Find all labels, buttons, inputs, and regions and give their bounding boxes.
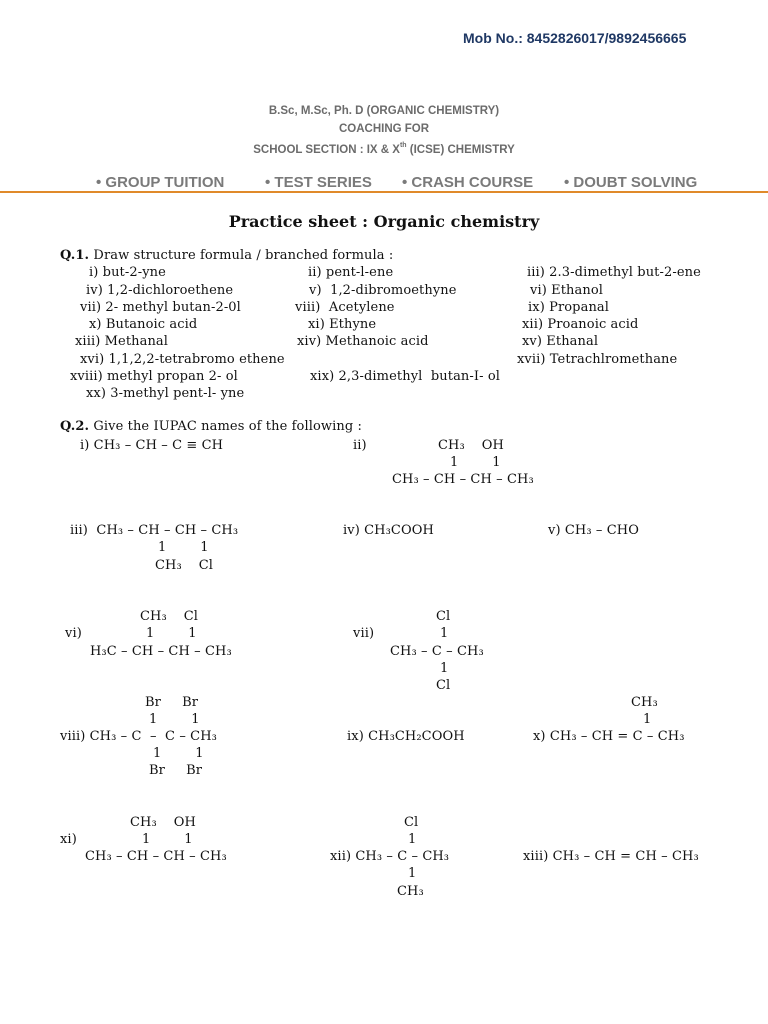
q2-label-vi: vi) [65,626,82,641]
service-test-series: • TEST SERIES [265,174,372,191]
service-group-tuition: • GROUP TUITION [96,174,225,191]
q1-item: vi) Ethanol [530,283,603,298]
q2-ii-chain: CH₃ – CH – CH – CH₃ [392,472,534,487]
q2-viii-top: Br Br [145,695,199,710]
q2-vi-bonds: 1 1 [146,626,197,641]
q1-item: ix) Propanal [528,300,610,315]
q1-item: iv) 1,2-dichloroethene [86,283,234,298]
q1-item: ii) pent-l-ene [308,265,394,280]
q1-item: xviii) methyl propan 2- ol [70,369,238,384]
q1-item: xii) Proanoic acid [522,317,639,332]
q1-item: i) but-2-yne [89,265,166,280]
q1-item: xvi) 1,1,2,2-tetrabromo ethene [80,352,285,367]
q2-viii-bottom: Br Br [149,763,203,778]
q2-xi-bonds: 1 1 [142,832,193,847]
q2-vii-bond-top: 1 [440,626,449,641]
q1-item: xx) 3-methyl pent-l- yne [86,386,245,401]
q1-heading [60,248,393,263]
q2-label-xi: xi) [60,832,77,847]
q1-number: Q.1. [60,248,90,263]
q2-xi-substituents: CH₃ OH [130,815,196,830]
q2-label-ii: ii) [353,438,367,453]
q2-vii-bottom: Cl [436,678,451,693]
q1-item: iii) 2.3-dimethyl but-2-ene [527,265,701,280]
q2-vii-chain: CH₃ – C – CH₃ [390,644,484,659]
q1-item: v) 1,2-dibromoethyne [309,283,457,298]
q2-xii-chain: xii) CH₃ – C – CH₃ [330,849,450,864]
service-doubt-solving: • DOUBT SOLVING [564,174,698,191]
q2-xi-chain: CH₃ – CH – CH – CH₃ [85,849,227,864]
q2-formula-i: i) CH₃ – CH – C ≡ CH [80,438,224,453]
q1-item: x) Butanoic acid [89,317,198,332]
q2-iii-substituents: CH₃ Cl [155,558,214,573]
q1-item: vii) 2- methyl butan-2-0l [80,300,241,315]
q2-ii-substituents: CH₃ OH [438,438,504,453]
school-section-sup: th [399,142,407,149]
q2-xii-bond-top: 1 [408,832,417,847]
q2-iii-chain: iii) CH₃ – CH – CH – CH₃ [70,523,239,538]
school-section-prefix: SCHOOL SECTION : IX & X [253,144,400,156]
q2-prompt: Give the IUPAC names of the following : [89,419,362,434]
q2-vii-bond-bottom: 1 [440,661,449,676]
service-crash-course: • CRASH COURSE [402,174,534,191]
school-section-line [0,142,768,156]
q1-item: xiv) Methanoic acid [297,334,429,349]
q2-viii-bonds-top: 1 1 [149,712,200,727]
q2-xii-bond-bottom: 1 [408,866,417,881]
coaching-for-line: COACHING FOR [338,123,430,135]
q2-viii-bonds-bottom: 1 1 [153,746,204,761]
q2-x-top: CH₃ [631,695,658,710]
q2-formula-v: v) CH₃ – CHO [548,523,639,538]
q1-prompt: Draw structure formula / branched formula : [89,248,394,263]
q2-x-bond: 1 [643,712,652,727]
q2-vi-chain: H₃C – CH – CH – CH₃ [90,644,232,659]
q2-x-chain: x) CH₃ – CH = C – CH₃ [533,729,685,744]
q1-item: xi) Ethyne [308,317,377,332]
q2-heading [60,419,362,434]
q1-item: xiii) Methanal [75,334,169,349]
q1-item: xvii) Tetrachlromethane [517,352,678,367]
page-title: Practice sheet : Organic chemistry [228,212,540,231]
q1-item: xix) 2,3-dimethyl butan-I- ol [310,369,501,384]
q1-item: xv) Ethanal [522,334,599,349]
q2-formula-xiii: xiii) CH₃ – CH = CH – CH₃ [523,849,699,864]
q2-viii-chain: viii) CH₃ – C – C – CH₃ [60,729,217,744]
q2-iii-bonds: 1 1 [158,540,209,555]
q2-vi-substituents: CH₃ Cl [140,609,199,624]
qualification-line: B.Sc, M.Sc, Ph. D (ORGANIC CHEMISTRY) [268,105,500,117]
mobile-number: Mob No.: 8452826017/9892456665 [463,30,687,46]
header-divider [0,191,768,193]
q2-xii-top: Cl [404,815,419,830]
q2-formula-iv: iv) CH₃COOH [343,523,434,538]
school-section-suffix: (ICSE) CHEMISTRY [406,144,515,156]
q2-xii-bottom: CH₃ [397,884,424,899]
q2-label-vii: vii) [353,626,375,641]
q2-formula-ix: ix) CH₃CH₂COOH [347,729,465,744]
q2-ii-bonds: 1 1 [450,455,501,470]
q2-number: Q.2. [60,419,90,434]
q1-item: viii) Acetylene [295,300,395,315]
q2-vii-top: Cl [436,609,451,624]
